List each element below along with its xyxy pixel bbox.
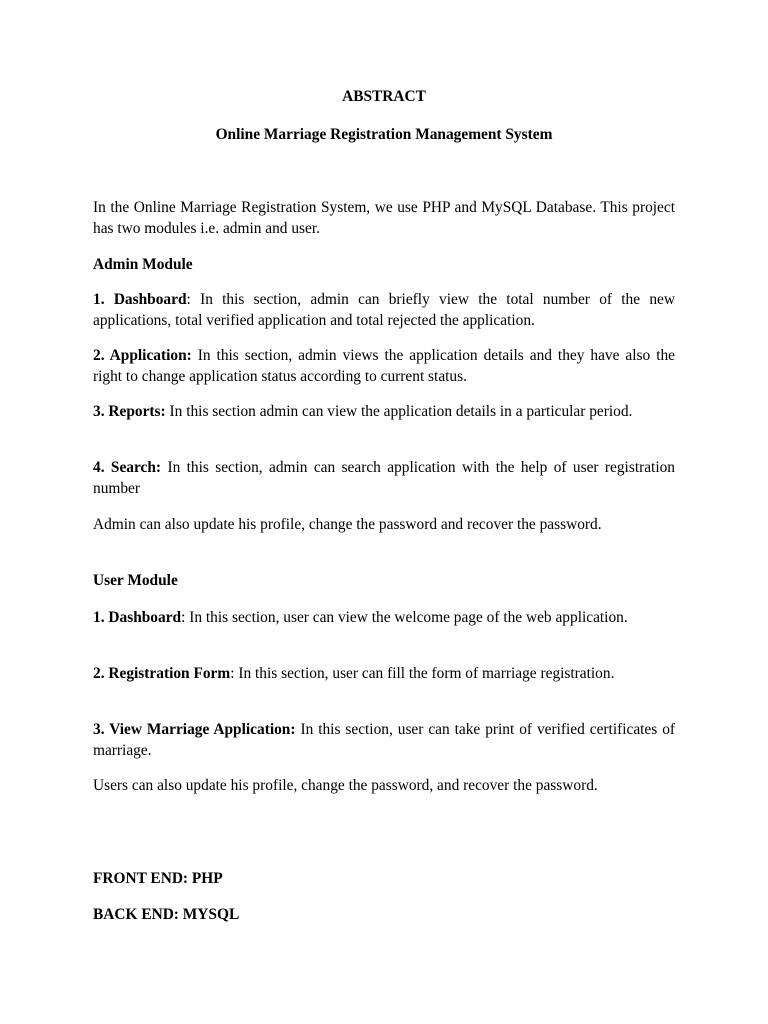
item-separator: : [181,609,190,626]
item-text: In this section admin can view the application details in a particular period. [169,403,633,420]
document-title: Online Marriage Registration Management System [215,126,553,143]
user-module-heading: User Module [93,572,178,589]
item-text: In this section, user can take print of verified certificates of marriage. [93,721,676,759]
admin-module-heading: Admin Module [93,256,193,273]
item-label: 2. Application: [93,347,192,364]
item-label: 3. Reports: [93,403,166,420]
item-label: 1. Dashboard [93,291,187,308]
admin-closing-paragraph: Admin can also update his profile, change the password and recover the password. [93,516,602,533]
user-item-dashboard [93,608,675,629]
admin-item-dashboard [93,290,675,331]
item-separator: : [186,291,201,308]
admin-item-reports [93,402,675,423]
user-closing-paragraph: Users can also update his profile, change the password, and recover the password. [93,777,598,794]
item-text: In this section, admin can briefly view the total number of the new applications, total verified application and total rejected the application. [93,291,675,329]
admin-item-application [93,346,675,387]
item-text: In this section, admin can search application with the help of user registration number [93,459,675,497]
item-label: 3. View Marriage Application: [93,721,296,738]
intro-paragraph: In the Online Marriage Registration System, we use PHP and MySQL Database. This project has two modules i.e. admin and user. [93,199,675,237]
user-item-view-marriage-application [93,720,675,761]
item-text: In this section, user can fill the form of marriage registration. [238,665,615,682]
item-label: 1. Dashboard [93,609,182,626]
item-label: 2. Registration Form [93,665,231,682]
front-end-line: FRONT END: PHP [93,870,223,887]
user-item-registration-form [93,664,675,685]
item-label: 4. Search: [93,459,162,476]
admin-item-search [93,458,675,499]
item-text: In this section, user can view the welcome page of the web application. [189,609,628,626]
item-separator: : [230,665,239,682]
back-end-line: BACK END: MYSQL [93,906,240,923]
item-text: In this section, admin views the application details and they have also the right to change application status according to current status. [93,347,675,385]
abstract-heading: ABSTRACT [342,88,426,105]
